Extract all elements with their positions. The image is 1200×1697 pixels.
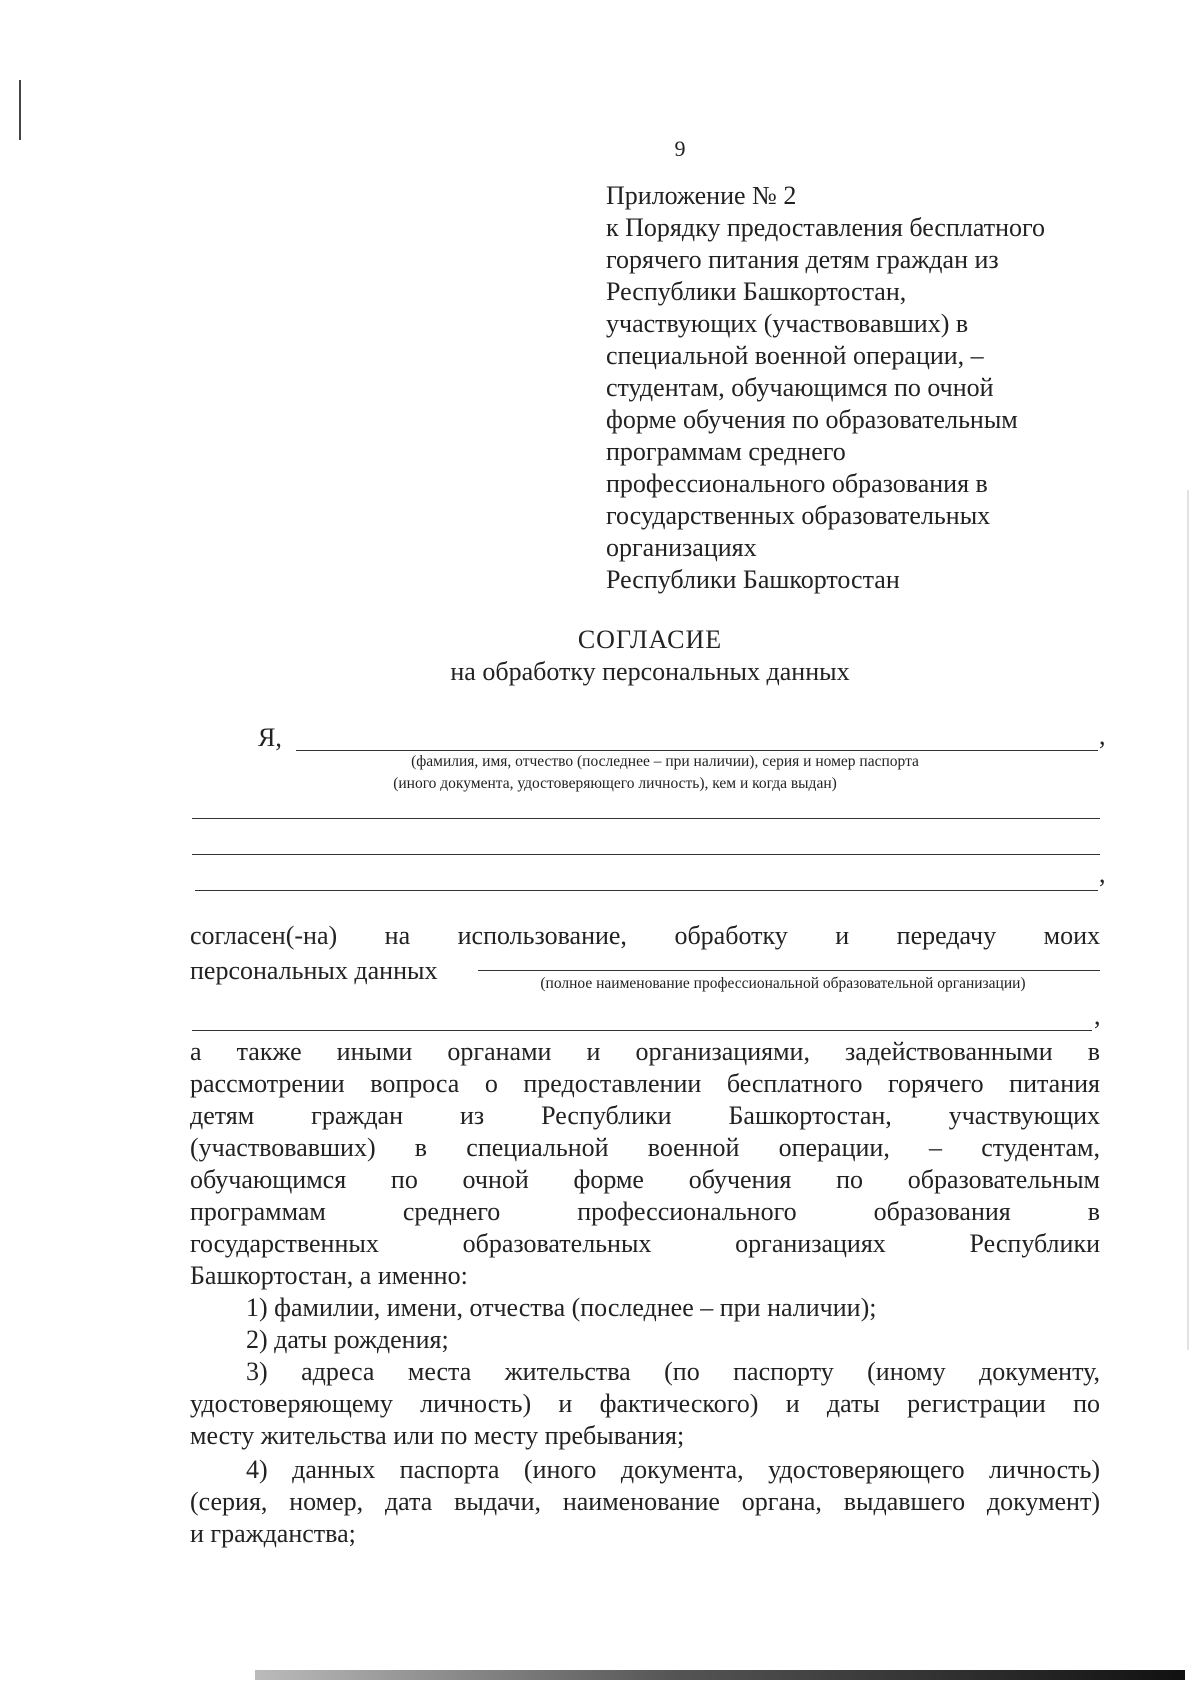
document-title: СОГЛАСИЕ xyxy=(577,625,723,654)
scan-edge-right xyxy=(1187,490,1189,1350)
list-item-3-line-2: удостоверяющему личность) и фактического) и даты регистрации по xyxy=(190,1389,1100,1418)
list-item-4-line-3: и гражданства; xyxy=(190,1519,356,1548)
body-line: рассмотрении вопроса о предоставлении бесплатного горячего питания xyxy=(190,1069,1100,1098)
scan-edge-left xyxy=(19,80,21,140)
body-line: обучающимся по очной форме обучения по образовательным xyxy=(190,1165,1100,1194)
fill-line-3 xyxy=(195,890,1098,891)
fill-line-1 xyxy=(192,818,1100,819)
body-line: а также иными органами и организациями, задействованными в xyxy=(190,1037,1100,1066)
appendix-line: Республики Башкортостан, xyxy=(606,277,907,306)
page-number: 9 xyxy=(674,136,686,161)
fill-line-org-2 xyxy=(192,1030,1092,1031)
hint-org: (полное наименование профессиональной образовательной организации) xyxy=(540,975,1026,992)
list-item-3-line-1: 3) адреса места жительства (по паспорту (иному документу, xyxy=(246,1357,1100,1386)
appendix-line: горячего питания детям граждан из xyxy=(606,245,999,274)
appendix-line: студентам, обучающимся по очной xyxy=(606,373,994,402)
consent-line-2: персональных данных xyxy=(190,956,438,985)
fill-line-name xyxy=(296,750,1098,751)
appendix-line: участвующих (участвовавших) в xyxy=(606,309,969,338)
appendix-line: к Порядку предоставления бесплатного xyxy=(606,213,1046,242)
fill-line-org xyxy=(478,970,1100,971)
appendix-line: профессионального образования в xyxy=(606,469,988,498)
appendix-line: Приложение № 2 xyxy=(606,181,797,210)
appendix-line: специальной военной операции, – xyxy=(606,341,984,370)
appendix-line: форме обучения по образовательным xyxy=(606,405,1018,434)
body-line: Башкортостан, а именно: xyxy=(190,1261,468,1290)
appendix-line: Республики Башкортостан xyxy=(606,565,900,594)
comma: , xyxy=(1099,721,1106,750)
body-line: программам среднего профессионального образования в xyxy=(190,1197,1100,1226)
appendix-line: организациях xyxy=(606,533,757,562)
scan-edge-bottom xyxy=(255,1670,1185,1680)
comma: , xyxy=(1099,859,1106,888)
appendix-header xyxy=(606,180,1166,596)
fill-line-2 xyxy=(192,854,1100,855)
list-item-4-line-2: (серия, номер, дата выдачи, наименование органа, выдавшего документ) xyxy=(190,1487,1100,1516)
list-item-4-line-1: 4) данных паспорта (иного документа, удостоверяющего личность) xyxy=(246,1455,1100,1484)
body-line: государственных образовательных организациях Республики xyxy=(190,1229,1100,1258)
comma: , xyxy=(1094,1001,1101,1030)
list-item: 1) фамилии, имени, отчества (последнее – при наличии); xyxy=(246,1293,877,1322)
consent-line-1: согласен(-на) на использование, обработку и передачу моих xyxy=(190,921,1100,950)
body-line: (участвовавших) в специальной военной операции, – студентам, xyxy=(190,1133,1100,1162)
appendix-line: государственных образовательных xyxy=(606,501,991,530)
hint-person-2: (иного документа, удостоверяющего личность), кем и когда выдан) xyxy=(393,775,837,792)
list-item: 2) даты рождения; xyxy=(246,1325,449,1354)
list-item-3-line-3: месту жительства или по месту пребывания; xyxy=(190,1421,685,1450)
hint-person-1: (фамилия, имя, отчество (последнее – при наличии), серия и номер паспорта xyxy=(411,753,919,770)
i-label: Я, xyxy=(258,723,282,752)
body-line: детям граждан из Республики Башкортостан, участвующих xyxy=(190,1101,1100,1130)
appendix-line: программам среднего xyxy=(606,437,846,466)
document-subtitle: на обработку персональных данных xyxy=(450,657,850,686)
